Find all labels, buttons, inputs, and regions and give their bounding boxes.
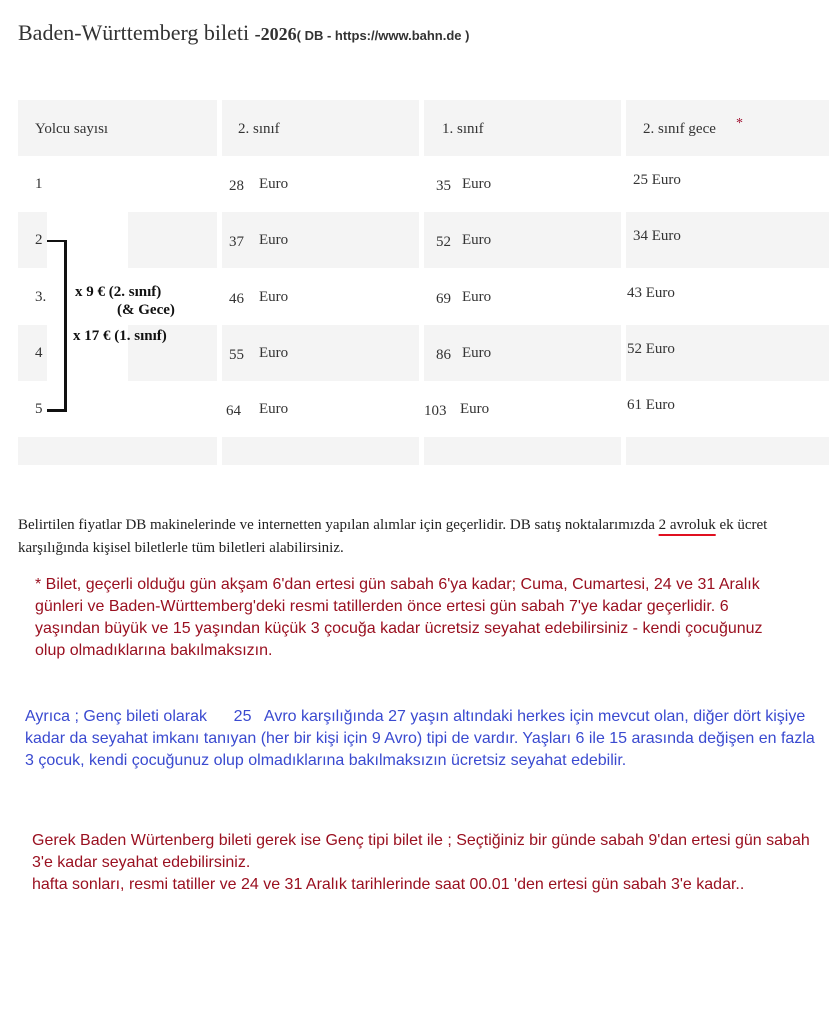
header-second-class: 2. sınıf: [238, 121, 280, 137]
fee-highlight: 2 avroluk: [658, 517, 716, 533]
currency-unit: Euro: [259, 176, 289, 192]
header-first-class: 1. sınıf: [442, 121, 484, 137]
header-passengers: Yolcu sayısı: [35, 121, 109, 137]
night-price: 52 Euro: [627, 341, 675, 357]
passenger-count: 4: [35, 345, 43, 361]
price-note: Belirtilen fiyatlar DB makinelerinde ve internetten yapılan alımlar için geçerlidir. DB satış noktalarımızda 2 avroluk ek ücret karşılığında kişisel biletlerle tüm biletleri alabilirsiniz.: [18, 517, 768, 556]
night-price: 43 Euro: [627, 285, 675, 301]
second-class-price: 55: [229, 347, 244, 363]
currency-unit: Euro: [462, 232, 492, 248]
currency-unit: Euro: [259, 401, 289, 417]
first-class-price: 69: [436, 291, 451, 307]
currency-unit: Euro: [259, 232, 289, 248]
first-class-price: 103: [424, 403, 447, 419]
youth-ticket-note: Ayrıca ; Genç bileti olarak 25 Avro karşılığında 27 yaşın altındaki herkes için mevcut olan, diğer dört kişiye kadar da seyahat imkanı tanıyan (her bir kişi için 9 Avro) tipi de vardır. Yaşları 6 ile 15 arasında değişen en fazla 3 çocuk, kendi çocuğunuz olup olmadıklarına bakılmaksızın ücretsiz seyahat edebilir.: [25, 708, 820, 769]
currency-unit: Euro: [460, 401, 490, 417]
second-class-price: 28: [229, 178, 244, 194]
validity-time-note: Gerek Baden Würtenberg bileti gerek ise Genç tipi bilet ile ; Seçtiğiniz bir günde sabah 9'dan ertesi gün sabah 3'e kadar seyahat edebilirsiniz. hafta sonları, resmi tatiller ve 24 ve 31 Aralık tarihlerinde saat 00.01 'den ertesi gün sabah 3'e kadar..: [32, 832, 810, 893]
night-price: 34 Euro: [633, 228, 681, 244]
passenger-count: 3.: [35, 289, 47, 305]
currency-unit: Euro: [462, 345, 492, 361]
currency-unit: Euro: [259, 289, 289, 305]
bracket: [47, 240, 67, 412]
second-class-price: 64: [226, 403, 241, 419]
second-class-price: 37: [229, 234, 244, 250]
passenger-count: 2: [35, 232, 43, 248]
night-price: 25 Euro: [633, 172, 681, 188]
asterisk: *: [736, 116, 743, 131]
title-year: -2026: [254, 24, 297, 44]
annotation-night: (& Gece): [117, 302, 175, 318]
night-price: 61 Euro: [627, 397, 675, 413]
passenger-count: 5: [35, 401, 43, 417]
currency-unit: Euro: [259, 345, 289, 361]
title-source: ( DB - https://www.bahn.de ): [296, 28, 470, 43]
annotation-second: x 9 € (2. sınıf): [75, 284, 162, 300]
first-class-price: 52: [436, 234, 451, 250]
currency-unit: Euro: [462, 176, 492, 192]
first-class-price: 35: [436, 178, 451, 194]
header-second-night: 2. sınıf gece: [643, 121, 716, 137]
page-title: Baden-Württemberg bileti -2026( DB - https://www.bahn.de ): [18, 20, 470, 45]
night-ticket-note: * Bilet, geçerli olduğu gün akşam 6'dan ertesi gün sabah 6'ya kadar; Cuma, Cumartesi, 24 ve 31 Aralık günleri ve Baden-Württemberg'deki resmi tatillerden önce ertesi gün sabah 7'ye kadar geçerlidir. 6 yaşından büyük ve 15 yaşından küçük 3 çocuğa kadar ücretsiz seyahat edebilirsiniz - kendi çocuğunuz olup olmadıklarına bakılmaksızın.: [35, 576, 763, 659]
first-class-price: 86: [436, 347, 451, 363]
annotation-first: x 17 € (1. sınıf): [73, 328, 167, 344]
passenger-count: 1: [35, 176, 43, 192]
second-class-price: 46: [229, 291, 244, 307]
currency-unit: Euro: [462, 289, 492, 305]
